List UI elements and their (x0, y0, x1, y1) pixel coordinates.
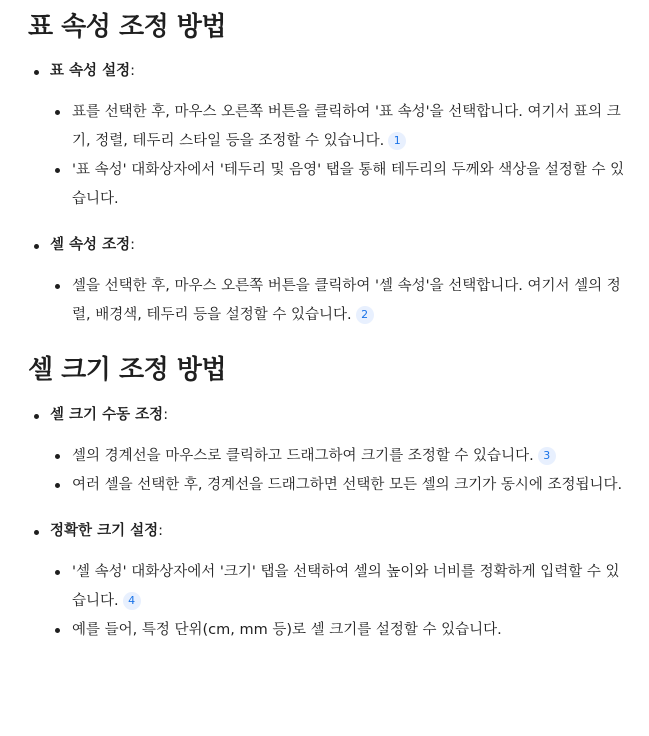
section-list (28, 390, 631, 651)
sub-list (50, 554, 631, 651)
sub-list-item: 셀을 선택한 후, 마우스 오른쪽 버튼을 클릭하여 '셀 속성'을 선택합니다. 여기서 셀의 정렬, 배경색, 테두리 등을 설정할 수 있습니다. 2 (50, 272, 631, 330)
sub-list-item: 셀의 경계선을 마우스로 클릭하고 드래그하여 크기를 조정할 수 있습니다. 3 (50, 442, 631, 471)
sub-list-item: 여러 셀을 선택한 후, 경계선을 드래그하면 선택한 모든 셀의 크기가 동시에 조정됩니다. (50, 471, 631, 500)
list-item: 셀 속성 조정: 셀을 선택한 후, 마우스 오른쪽 버튼을 클릭하여 '셀 속성'을 선택합니다. 여기서 셀의 정렬, 배경색, 테두리 등을 설정할 수 있습니다. 2 (28, 220, 631, 336)
sub-list (50, 438, 631, 506)
list-item: 정확한 크기 설정: '셀 속성' 대화상자에서 '크기' 탭을 선택하여 셀의 높이와 너비를 정확하게 입력할 수 있습니다. 4 예를 들어, 특정 단위(cm, mm 등)로 셀 크기를 설정할 수 있습니다. (28, 506, 631, 651)
item-title: 셀 속성 조정 (50, 237, 131, 253)
sub-list (50, 94, 631, 220)
list-item: 표 속성 설정: 표를 선택한 후, 마우스 오른쪽 버튼을 클릭하여 '표 속성'을 선택합니다. 여기서 표의 크기, 정렬, 테두리 스타일 등을 조정할 수 있습니다. 1 '표 속성' 대화상자에서 '테두리 및 음영' 탭을 통해 테두리의 두께와 색상을 설정할 수 있습니다. (28, 46, 631, 220)
citation-badge[interactable]: 4 (123, 592, 141, 610)
section-heading: 표 속성 조정 방법 (28, 12, 226, 42)
item-title: 표 속성 설정 (50, 63, 131, 79)
section-list (28, 46, 631, 336)
citation-badge[interactable]: 1 (388, 132, 406, 150)
sub-list-item: 표를 선택한 후, 마우스 오른쪽 버튼을 클릭하여 '표 속성'을 선택합니다. 여기서 표의 크기, 정렬, 테두리 스타일 등을 조정할 수 있습니다. 1 (50, 98, 631, 156)
list-item: 셀 크기 수동 조정: 셀의 경계선을 마우스로 클릭하고 드래그하여 크기를 조정할 수 있습니다. 3 여러 셀을 선택한 후, 경계선을 드래그하면 선택한 모든 셀의 크기가 동시에 조정됩니다. (28, 390, 631, 506)
sub-list-item: '표 속성' 대화상자에서 '테두리 및 음영' 탭을 통해 테두리의 두께와 색상을 설정할 수 있습니다. (50, 156, 631, 214)
citation-badge[interactable]: 2 (356, 306, 374, 324)
citation-badge[interactable]: 3 (538, 447, 556, 465)
item-title: 셀 크기 수동 조정 (50, 407, 164, 423)
sub-list-item: 예를 들어, 특정 단위(cm, mm 등)로 셀 크기를 설정할 수 있습니다. (50, 616, 631, 645)
sub-list-item: '셀 속성' 대화상자에서 '크기' 탭을 선택하여 셀의 높이와 너비를 정확하게 입력할 수 있습니다. 4 (50, 558, 631, 616)
section-heading: 셀 크기 조정 방법 (28, 355, 226, 385)
sub-list (50, 268, 631, 336)
item-title: 정확한 크기 설정 (50, 523, 159, 539)
